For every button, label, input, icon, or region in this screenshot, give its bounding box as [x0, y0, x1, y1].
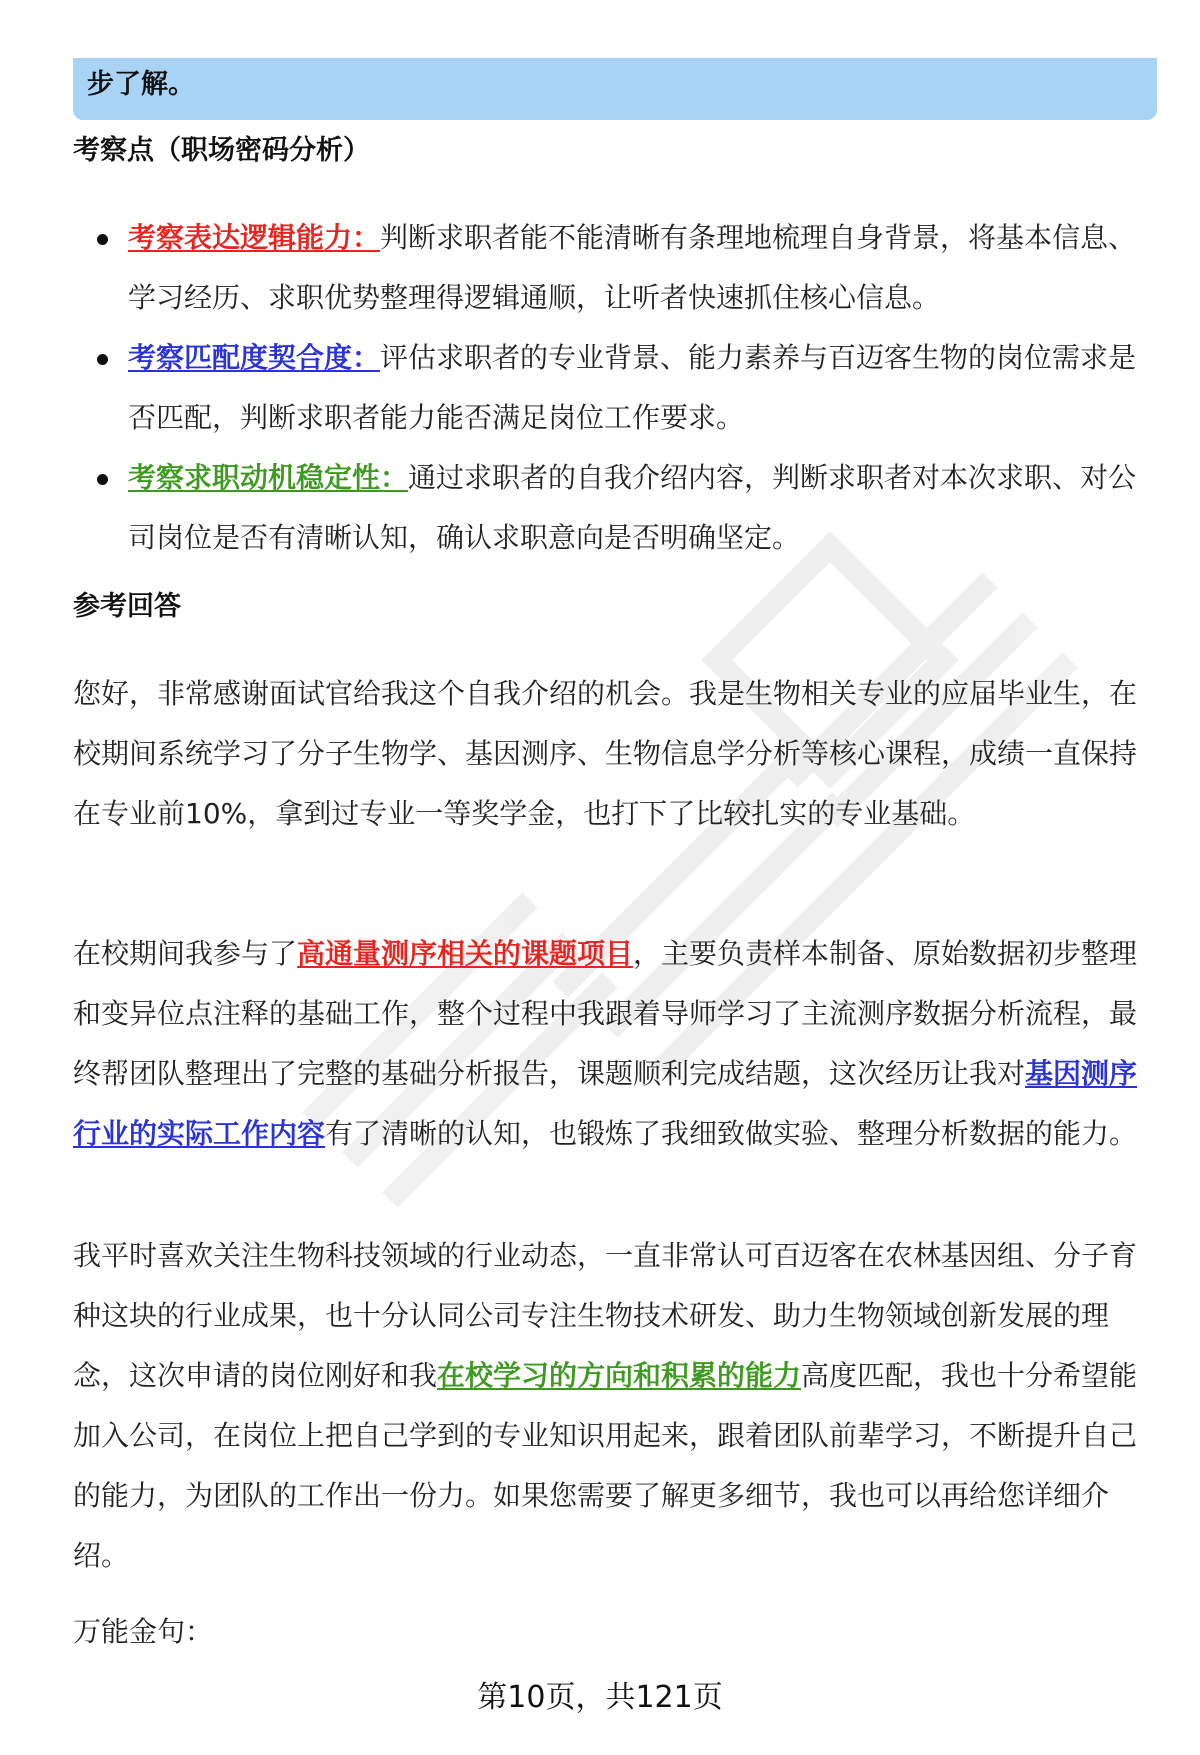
exam-point-item [73, 448, 1163, 568]
answer-text: ，主要负责样本制备、原始数据初步整理和变异位点注释的基础工作，整个过程中我跟着导师学习了主流测序数据分析流程，最终帮团队整理出了完整的基础分析报告，课题顺利完成结题，这次经历让我对 [73, 937, 1138, 1090]
highlight-keyword: 高通量测序相关的课题项目 [297, 937, 634, 970]
answer-text: 在校期间我参与了 [73, 937, 298, 970]
header-banner [73, 58, 1157, 120]
exam-point-item [73, 328, 1163, 448]
exam-point-text: 评估求职者的专业背景、能力素养与百迈客生物的岗位需求是否匹配，判断求职者能力能否满足岗位工作要求。 [128, 341, 1137, 434]
bullet-dot-icon [97, 354, 108, 365]
exam-point-keyword: 考察求职动机稳定性： [128, 461, 409, 494]
answer-text: 我平时喜欢关注生物科技领域的行业动态，一直非常认可百迈客在农林基因组、分子育种这块的行业成果，也十分认同公司专注生物技术研发、助力生物领域创新发展的理念，这次申请的岗位刚好和我 [73, 1239, 1138, 1392]
exam-point-keyword: 考察匹配度契合度： [128, 341, 381, 374]
page-number: 第10页，共121页 [477, 1680, 723, 1715]
highlight-keyword: 在校学习的方向和积累的能力 [437, 1359, 802, 1392]
exam-point-text: 判断求职者能不能清晰有条理地梳理自身背景，将基本信息、学习经历、求职优势整理得逻辑通顺，让听者快速抓住核心信息。 [128, 221, 1137, 314]
exam-point-keyword: 考察表达逻辑能力： [128, 221, 381, 254]
exam-point-text: 通过求职者的自我介绍内容，判断求职者对本次求职、对公司岗位是否有清晰认知，确认求职意向是否明确坚定。 [128, 461, 1137, 554]
answer-paragraph-1: 您好，非常感谢面试官给我这个自我介绍的机会。我是生物相关专业的应届毕业生，在校期间系统学习了分子生物学、基因测序、生物信息学分析等核心课程，成绩一直保持在专业前10%，拿到过专业一等奖学金，也打下了比较扎实的专业基础。 [73, 677, 1138, 830]
reference-answer-title: 参考回答 [73, 591, 181, 622]
golden-sentence-label: 万能金句： [73, 1615, 214, 1648]
highlight-keyword: 基因测序行业的实际工作内容 [73, 1057, 1138, 1150]
answer-text: 有了清晰的认知，也锻炼了我细致做实验、整理分析数据的能力。 [325, 1117, 1138, 1150]
exam-points-list [73, 208, 1163, 568]
answer-paragraph-2 [73, 924, 1163, 1164]
answer-text: 高度匹配，我也十分希望能加入公司，在岗位上把自己学到的专业知识用起来，跟着团队前辈学习，不断提升自己的能力，为团队的工作出一份力。如果您需要了解更多细节，我也可以再给您详细介绍。 [73, 1359, 1138, 1572]
bullet-dot-icon [97, 234, 108, 245]
exam-points-title: 考察点（职场密码分析） [73, 135, 370, 166]
banner-text: 步了解。 [87, 69, 195, 100]
answer-paragraph-3 [73, 1226, 1163, 1586]
exam-point-item [73, 208, 1163, 328]
bullet-dot-icon [97, 474, 108, 485]
